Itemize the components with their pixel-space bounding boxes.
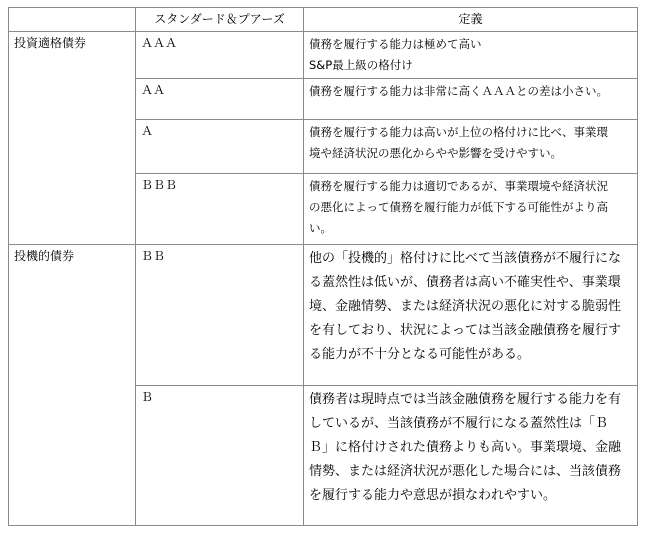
- definition-cell: [304, 386, 638, 526]
- definition-line: 債務者は現時点では当該金融債務を履行する能力を有: [309, 392, 622, 407]
- definition-line: 境や経済状況の悪化からやや影響を受けやすい。: [309, 146, 562, 160]
- category-speculative-grade: 投機的債券: [9, 245, 136, 526]
- definition-line: の悪化によって債務を履行能力が低下する可能性がより高: [309, 200, 608, 214]
- table-row: [9, 245, 638, 386]
- definition-cell: [304, 79, 638, 120]
- definition-cell: [304, 245, 638, 386]
- definition-cell: [304, 120, 638, 174]
- definition-line: しているが、当該債務が不履行になる蓋然性は「Ｂ: [309, 416, 609, 431]
- definition-line: る蓋然性は低いが、債務者は高い不確実性や、事業環: [309, 275, 621, 290]
- definition-line: る能力が不十分となる可能性がある。: [309, 347, 531, 362]
- header-category: [9, 8, 136, 32]
- table-row: [9, 32, 638, 79]
- definition-line: 債務を履行する能力は非常に高くＡＡＡとの差は小さい。: [309, 84, 608, 98]
- definition-line: 債務を履行する能力は極めて高い: [309, 37, 482, 51]
- category-investment-grade: 投資適格債券: [9, 32, 136, 245]
- definition-line: 他の「投機的」格付けに比べて当該債務が不履行にな: [309, 251, 622, 266]
- definition-line: を履行する能力や意思が損なわれやすい。: [309, 488, 557, 503]
- rating-cell: Ａ: [136, 120, 304, 174]
- definition-line: を有しており、状況によっては当該金融債務を履行す: [309, 323, 622, 338]
- definition-line: 境、金融情勢、または経済状況の悪化に対する脆弱性: [309, 299, 622, 314]
- rating-cell: ＡＡ: [136, 79, 304, 120]
- rating-cell: ＢＢ: [136, 245, 304, 386]
- header-row: [9, 8, 638, 32]
- definition-line: い。: [309, 221, 332, 235]
- rating-definition-table: [8, 7, 638, 526]
- definition-line: 情勢、または経済状況が悪化した場合には、当該債務: [309, 464, 622, 479]
- rating-cell: Ｂ: [136, 386, 304, 526]
- definition-line: Ｂ」に格付けされた債務よりも高い。事業環境、金融: [309, 440, 622, 455]
- definition-line: S&P最上級の格付け: [309, 58, 413, 72]
- definition-cell: [304, 32, 638, 79]
- rating-cell: ＡＡＡ: [136, 32, 304, 79]
- definition-cell: [304, 174, 638, 245]
- header-definition: 定義: [304, 8, 638, 32]
- header-sp: スタンダード＆プアーズ: [136, 8, 304, 32]
- definition-line: 債務を履行する能力は適切であるが、事業環境や経済状況: [309, 179, 608, 193]
- rating-cell: ＢＢＢ: [136, 174, 304, 245]
- definition-line: 債務を履行する能力は高いが上位の格付けに比べ、事業環: [309, 125, 608, 139]
